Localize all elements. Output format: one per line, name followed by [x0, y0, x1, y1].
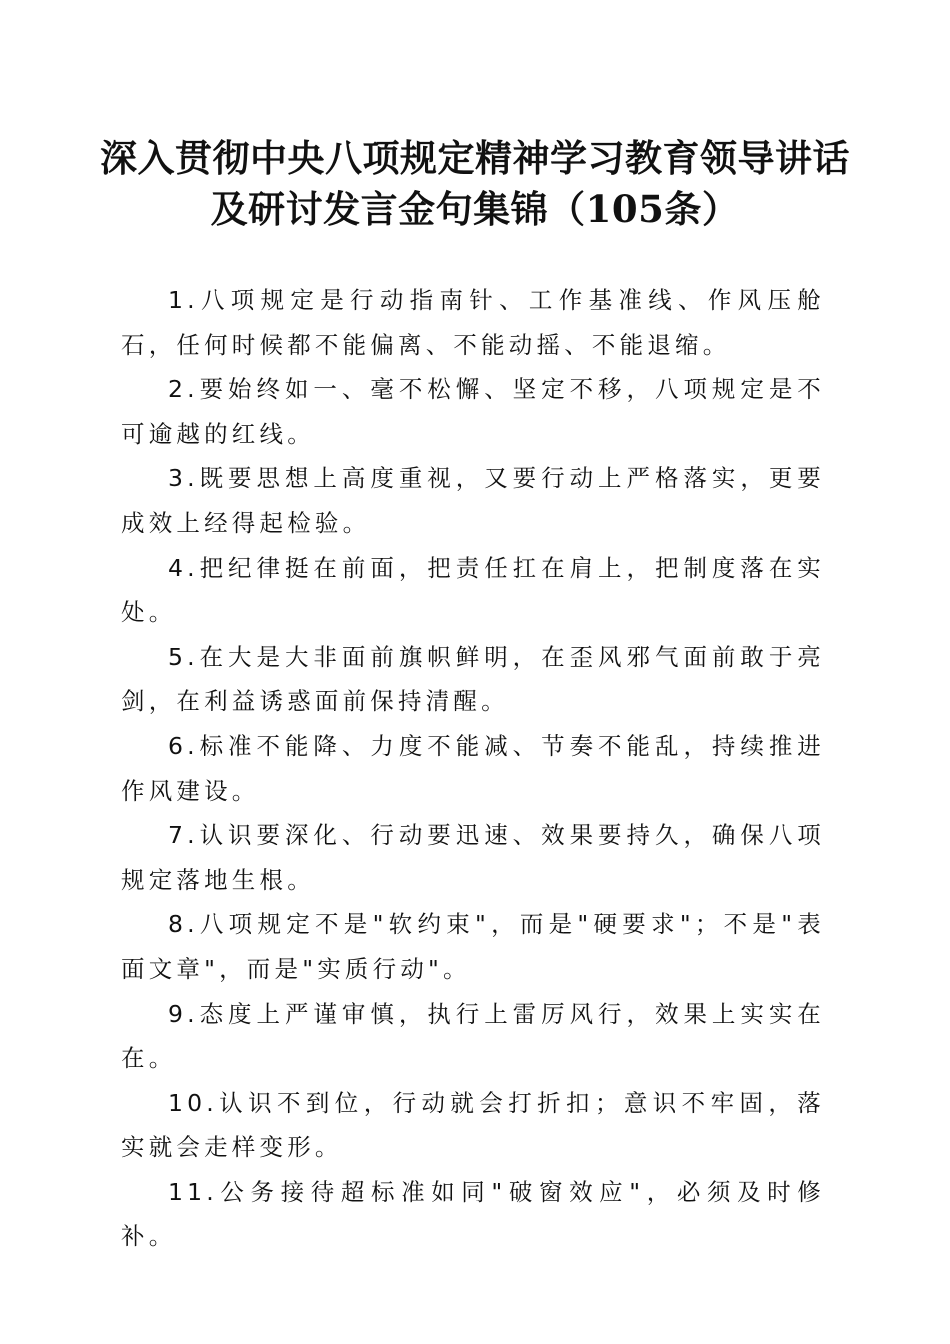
- title-line-2: 及研讨发言金句集锦（105条）: [210, 187, 740, 231]
- paragraph-item-10: 10.认识不到位，行动就会打折扣；意识不牢固，落实就会走样变形。: [121, 1088, 825, 1162]
- paragraph-item-3: 3.既要思想上高度重视，又要行动上严格落实，更要成效上经得起检验。: [121, 464, 825, 537]
- title-line-1: 深入贯彻中央八项规定精神学习教育领导讲话: [100, 136, 850, 180]
- document-title: [100, 133, 850, 235]
- paragraph-item-6: 6.标准不能降、力度不能减、节奏不能乱，持续推进作风建设。: [121, 731, 825, 805]
- paragraph-item-2: 2.要始终如一、毫不松懈、坚定不移，八项规定是不可逾越的红线。: [121, 375, 825, 448]
- document-body: [121, 278, 825, 1259]
- paragraph-item-1: 1.八项规定是行动指南针、工作基准线、作风压舱石，任何时候都不能偏离、不能动摇、不能退缩。: [121, 286, 825, 359]
- paragraph-item-11: 11.公务接待超标准如同"破窗效应"，必须及时修补。: [121, 1177, 825, 1251]
- paragraph-item-4: 4.把纪律挺在前面，把责任扛在肩上，把制度落在实处。: [121, 553, 825, 627]
- paragraph-item-7: 7.认识要深化、行动要迅速、效果要持久，确保八项规定落地生根。: [121, 821, 825, 894]
- paragraph-item-9: 9.态度上严谨审慎，执行上雷厉风行，效果上实实在在。: [121, 999, 825, 1073]
- paragraph-item-5: 5.在大是大非面前旗帜鲜明，在歪风邪气面前敢于亮剑，在利益诱惑面前保持清醒。: [121, 642, 825, 716]
- paragraph-item-8: 8.八项规定不是"软约束"，而是"硬要求"；不是"表面文章"，而是"实质行动"。: [121, 910, 825, 983]
